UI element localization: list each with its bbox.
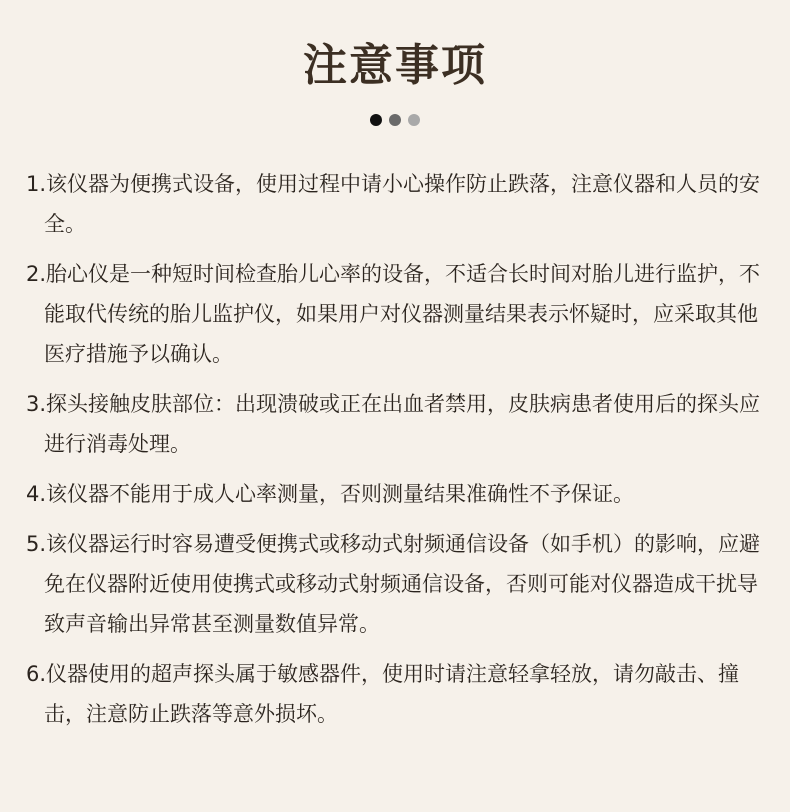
list-item: 3.探头接触皮肤部位：出现溃破或正在出血者禁用，皮肤病患者使用后的探头应进行消毒处理。 — [26, 392, 761, 456]
list-item: 1.该仪器为便携式设备，使用过程中请小心操作防止跌落，注意仪器和人员的安全。 — [26, 172, 761, 236]
list-item: 5.该仪器运行时容易遭受便携式或移动式射频通信设备（如手机）的影响，应避免在仪器附近使用使携式或移动式射频通信设备，否则可能对仪器造成干扰导致声音输出异常甚至测量数值异常。 — [26, 532, 761, 636]
list-item: 4.该仪器不能用于成人心率测量，否则测量结果准确性不予保证。 — [26, 482, 635, 506]
dot-icon — [389, 114, 401, 126]
dot-icon — [408, 114, 420, 126]
pagination-dots — [0, 114, 790, 128]
notice-list — [26, 164, 766, 744]
dot-icon — [370, 114, 382, 126]
page-title: 注意事项 — [303, 40, 487, 91]
list-item: 2.胎心仪是一种短时间检查胎儿心率的设备，不适合长时间对胎儿进行监护，不能取代传统的胎儿监护仪，如果用户对仪器测量结果表示怀疑时，应采取其他医疗措施予以确认。 — [26, 262, 761, 366]
list-item: 6.仪器使用的超声探头属于敏感器件，使用时请注意轻拿轻放，请勿敲击、撞击，注意防止跌落等意外损坏。 — [26, 662, 740, 726]
